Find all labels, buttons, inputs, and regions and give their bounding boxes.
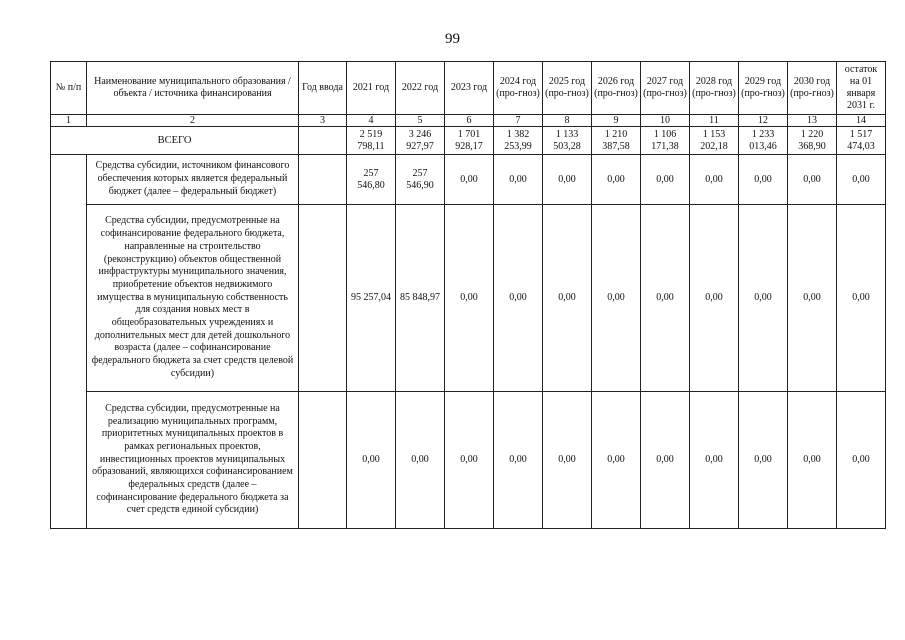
- column-number: 6: [445, 115, 494, 127]
- header-cell: 2025 год (про-гноз): [543, 62, 592, 115]
- column-number: 8: [543, 115, 592, 127]
- source-description: Средства субсидии, предусмотренные на софинансирование федерального бюджета, направленные на строительство (реконструкцию) объектов общественной инфраструктуры муниципального значения, приобретение объектов недвижимого имущества в муниципальную собственность для создания новых мест в общеобразовательных учреждениях и дополнительных мест для детей дошкольного возраста (далее – софинансирование федерального бюджета за счет средств целевой субсидии): [87, 205, 299, 392]
- value-cell: 0,00: [592, 392, 641, 529]
- header-cell: 2022 год: [396, 62, 445, 115]
- header-cell: Наименование муниципального образования / объекта / источника финансирования: [87, 62, 299, 115]
- total-value: 1 220 368,90: [788, 127, 837, 155]
- column-number: 3: [299, 115, 347, 127]
- value-cell: 0,00: [690, 155, 739, 205]
- year-cell: [299, 155, 347, 205]
- column-number: 5: [396, 115, 445, 127]
- total-row: [51, 127, 886, 155]
- value-cell: 0,00: [494, 205, 543, 392]
- value-cell: 0,00: [396, 392, 445, 529]
- column-number: 12: [739, 115, 788, 127]
- value-cell: 0,00: [788, 155, 837, 205]
- column-number: 4: [347, 115, 396, 127]
- total-value: 1 133 503,28: [543, 127, 592, 155]
- total-value: 1 106 171,38: [641, 127, 690, 155]
- value-cell: 0,00: [788, 205, 837, 392]
- total-value: 1 233 013,46: [739, 127, 788, 155]
- header-cell: Год ввода: [299, 62, 347, 115]
- value-cell: 0,00: [347, 392, 396, 529]
- header-cell: 2021 год: [347, 62, 396, 115]
- column-number: 9: [592, 115, 641, 127]
- value-cell: 0,00: [739, 205, 788, 392]
- value-cell: 0,00: [837, 155, 886, 205]
- value-cell: 0,00: [543, 155, 592, 205]
- value-cell: 0,00: [543, 392, 592, 529]
- table-row: [51, 155, 886, 205]
- header-cell: 2023 год: [445, 62, 494, 115]
- source-description: Средства субсидии, источником финансового обеспечения которых является федеральный бюджет (далее – федеральный бюджет): [87, 155, 299, 205]
- year-cell: [299, 205, 347, 392]
- header-cell: остаток на 01 января 2031 г.: [837, 62, 886, 115]
- value-cell: 0,00: [788, 392, 837, 529]
- column-number-row: [51, 115, 886, 127]
- header-cell: 2026 год (про-гноз): [592, 62, 641, 115]
- column-number: 7: [494, 115, 543, 127]
- total-value: 1 153 202,18: [690, 127, 739, 155]
- value-cell: 85 848,97: [396, 205, 445, 392]
- value-cell: 0,00: [690, 392, 739, 529]
- value-cell: 257 546,80: [347, 155, 396, 205]
- total-value: 1 382 253,99: [494, 127, 543, 155]
- row-number-cell: [51, 155, 87, 529]
- total-value: 1 701 928,17: [445, 127, 494, 155]
- column-number: 14: [837, 115, 886, 127]
- value-cell: 0,00: [641, 392, 690, 529]
- table-row: [51, 205, 886, 392]
- value-cell: 0,00: [690, 205, 739, 392]
- page-number: 99: [445, 31, 460, 47]
- header-cell: 2024 год (про-гноз): [494, 62, 543, 115]
- header-cell: 2027 год (про-гноз): [641, 62, 690, 115]
- value-cell: 0,00: [641, 205, 690, 392]
- value-cell: 0,00: [837, 205, 886, 392]
- header-row: [51, 62, 886, 115]
- value-cell: 0,00: [445, 205, 494, 392]
- value-cell: 0,00: [837, 392, 886, 529]
- value-cell: 95 257,04: [347, 205, 396, 392]
- column-number: 11: [690, 115, 739, 127]
- value-cell: 257 546,90: [396, 155, 445, 205]
- total-value: 1 210 387,58: [592, 127, 641, 155]
- column-number: 1: [51, 115, 87, 127]
- value-cell: 0,00: [445, 155, 494, 205]
- total-value: 3 246 927,97: [396, 127, 445, 155]
- financing-table: [50, 61, 886, 529]
- column-number: 2: [87, 115, 299, 127]
- value-cell: 0,00: [739, 392, 788, 529]
- value-cell: 0,00: [739, 155, 788, 205]
- total-year-cell: [299, 127, 347, 155]
- value-cell: 0,00: [543, 205, 592, 392]
- column-number: 13: [788, 115, 837, 127]
- total-label: ВСЕГО: [51, 127, 299, 155]
- total-value: 1 517 474,03: [837, 127, 886, 155]
- value-cell: 0,00: [592, 205, 641, 392]
- value-cell: 0,00: [592, 155, 641, 205]
- header-cell: № п/п: [51, 62, 87, 115]
- total-value: 2 519 798,11: [347, 127, 396, 155]
- value-cell: 0,00: [641, 155, 690, 205]
- source-description: Средства субсидии, предусмотренные на реализацию муниципальных программ, приоритетных муниципальных проектов в рамках региональных проектов, инвестиционных проектов муниципальных образований, являющихся софинансированием федеральных средств (далее – софинансирование федерального бюджета за счет средств единой субсидии): [87, 392, 299, 529]
- value-cell: 0,00: [445, 392, 494, 529]
- header-cell: 2028 год (про-гноз): [690, 62, 739, 115]
- header-cell: 2029 год (про-гноз): [739, 62, 788, 115]
- year-cell: [299, 392, 347, 529]
- header-cell: 2030 год (про-гноз): [788, 62, 837, 115]
- column-number: 10: [641, 115, 690, 127]
- value-cell: 0,00: [494, 155, 543, 205]
- value-cell: 0,00: [494, 392, 543, 529]
- table-row: [51, 392, 886, 529]
